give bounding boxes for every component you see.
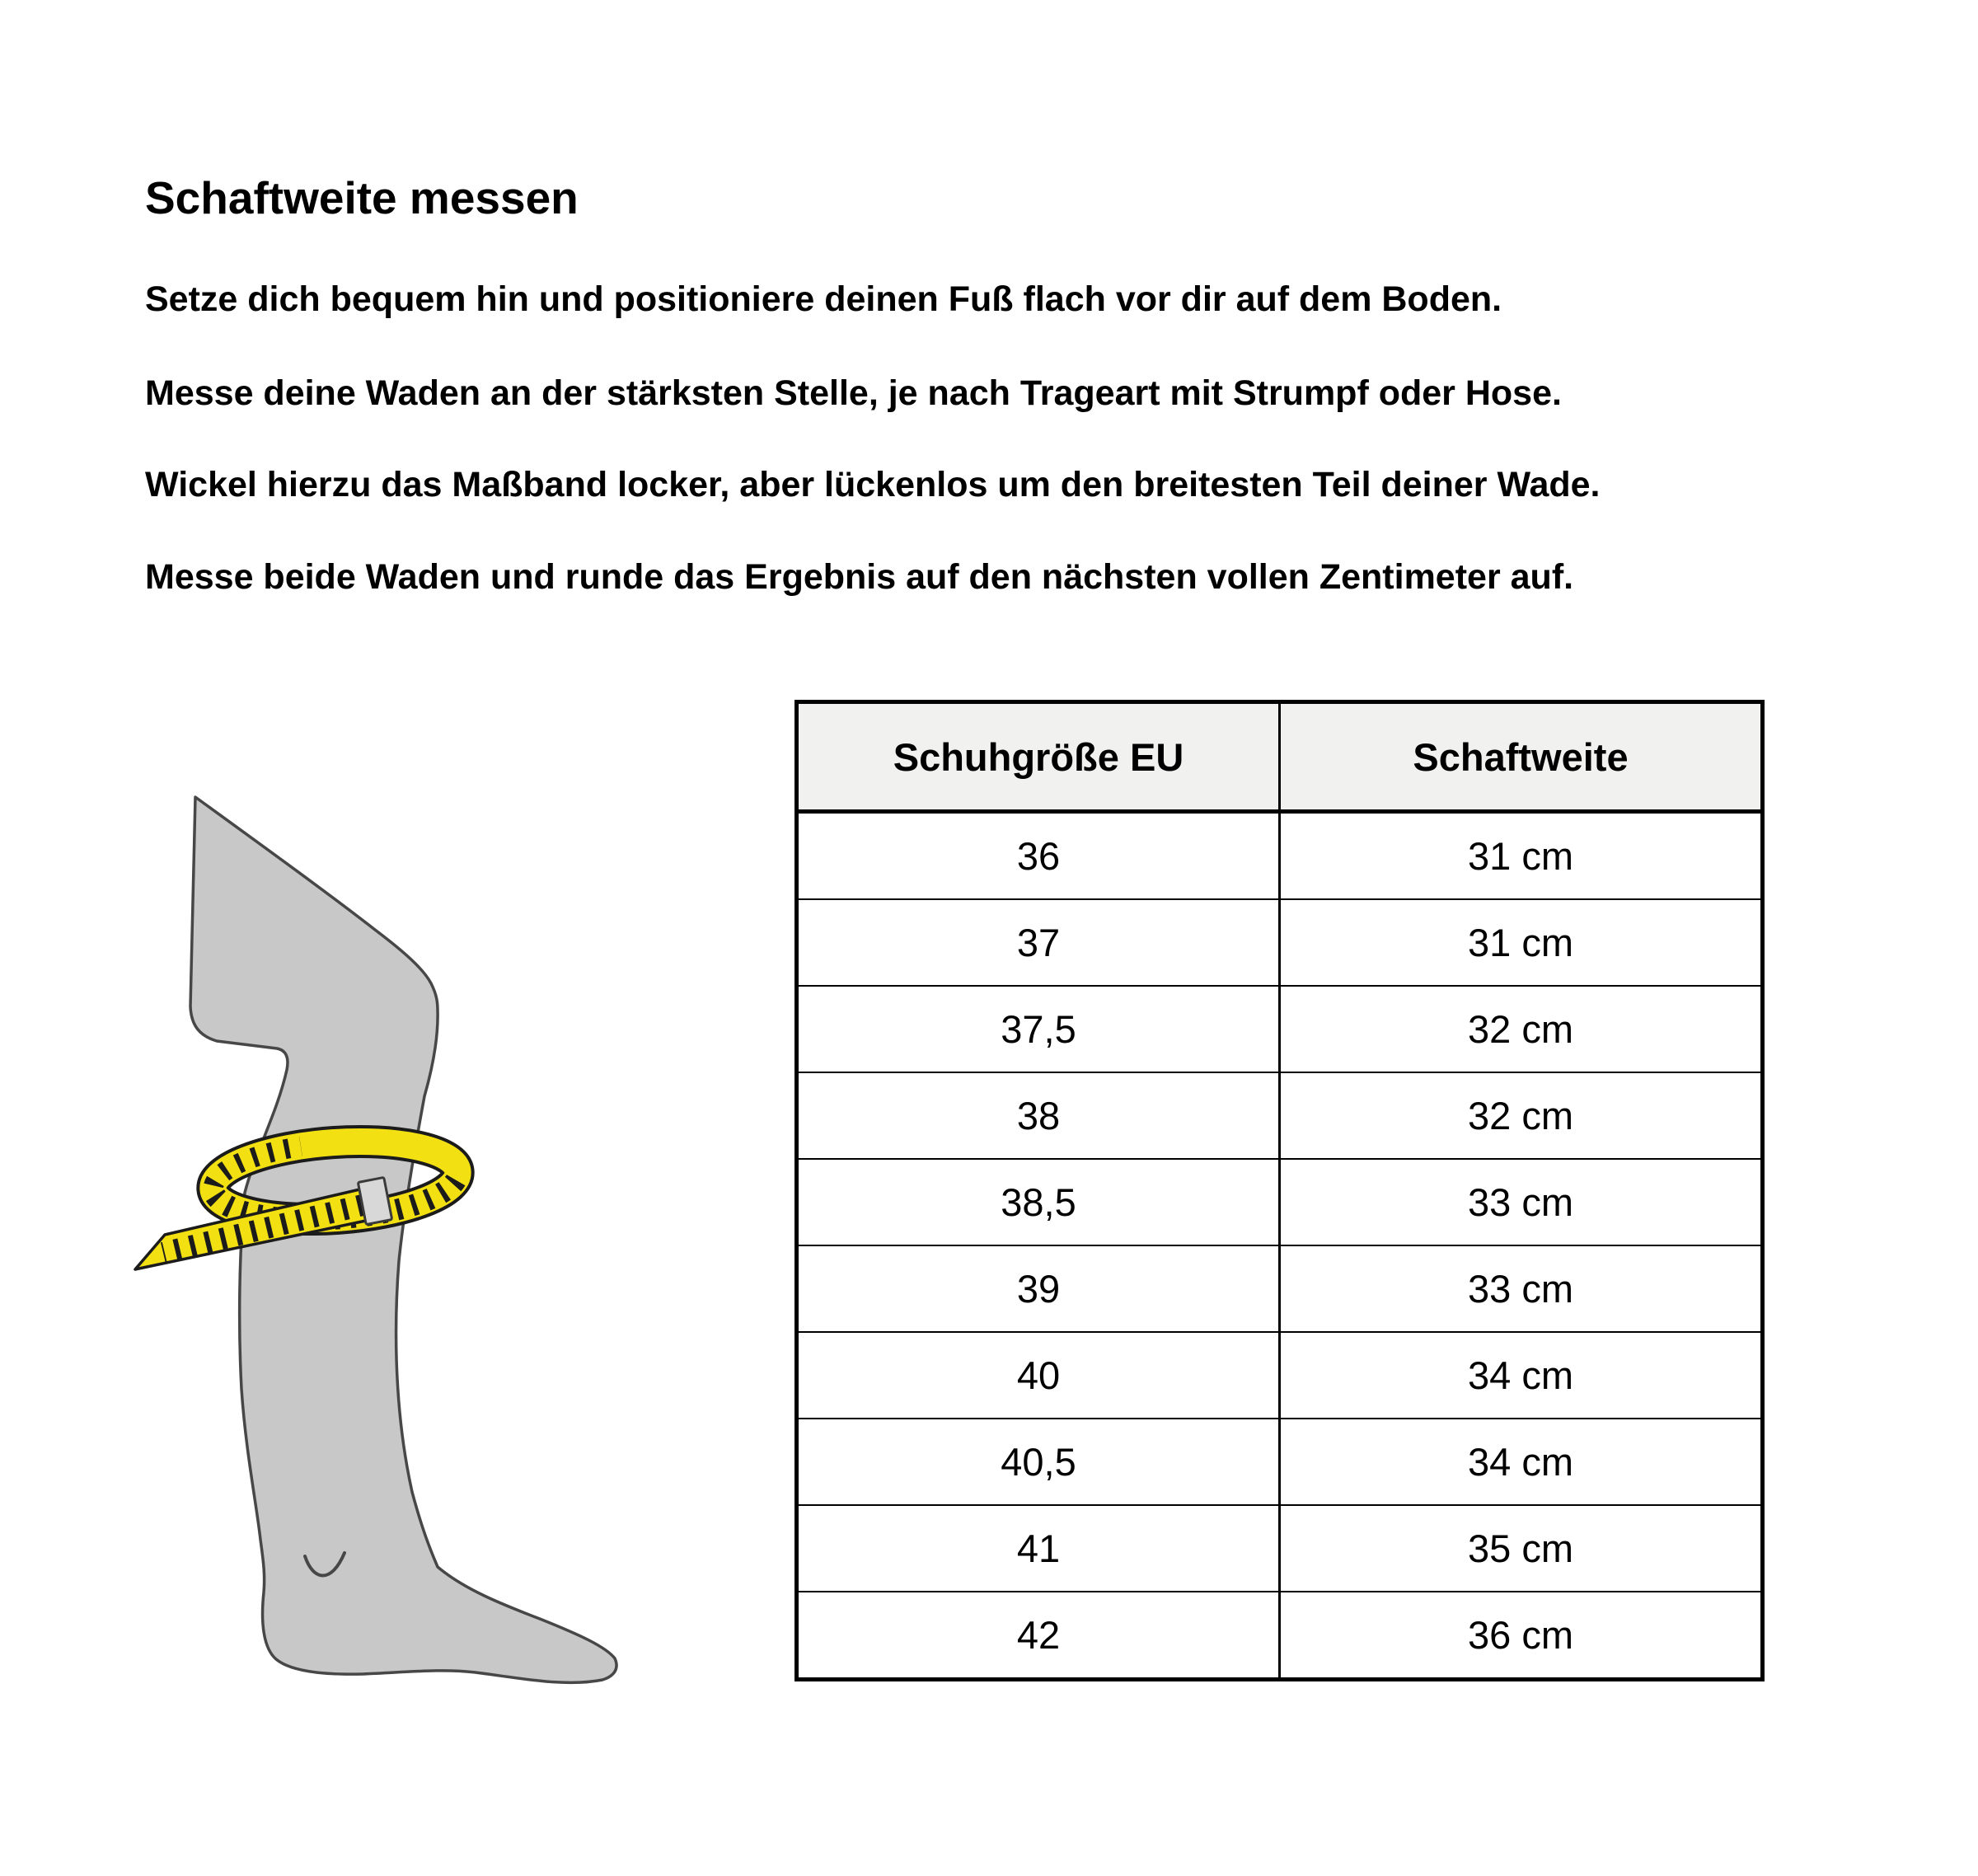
table-row [797, 812, 1763, 900]
cell-shoe-size: 40,5 [797, 1419, 1280, 1505]
size-table-header-row [797, 702, 1763, 812]
cell-shoe-size: 39 [797, 1245, 1280, 1332]
table-row [797, 986, 1763, 1072]
cell-shaft-width: 36 cm [1280, 1592, 1763, 1680]
cell-shoe-size: 42 [797, 1592, 1280, 1680]
table-row [797, 1505, 1763, 1592]
cell-shoe-size: 40 [797, 1332, 1280, 1419]
cell-shoe-size: 38,5 [797, 1159, 1280, 1245]
cell-shaft-width: 33 cm [1280, 1245, 1763, 1332]
column-header-shaft-width: Schaftweite [1280, 702, 1763, 812]
table-row [797, 1072, 1763, 1159]
instruction-paragraph: Messe deine Waden an der stärksten Stelle, je nach Trageart mit Strumpf oder Hose. [145, 373, 1562, 413]
cell-shaft-width: 34 cm [1280, 1419, 1763, 1505]
size-table [794, 700, 1765, 1681]
cell-shaft-width: 33 cm [1280, 1159, 1763, 1245]
table-row [797, 899, 1763, 986]
size-table-body [797, 812, 1763, 1680]
cell-shoe-size: 37,5 [797, 986, 1280, 1072]
cell-shoe-size: 37 [797, 899, 1280, 986]
leg-measuring-illustration [115, 767, 725, 1764]
cell-shaft-width: 31 cm [1280, 812, 1763, 900]
cell-shaft-width: 31 cm [1280, 899, 1763, 986]
cell-shoe-size: 38 [797, 1072, 1280, 1159]
table-row [797, 1592, 1763, 1680]
cell-shaft-width: 34 cm [1280, 1332, 1763, 1419]
instruction-paragraph: Messe beide Waden und runde das Ergebnis auf den nächsten vollen Zentimeter auf. [145, 557, 1574, 597]
table-row [797, 1245, 1763, 1332]
cell-shaft-width: 32 cm [1280, 1072, 1763, 1159]
cell-shoe-size: 41 [797, 1505, 1280, 1592]
table-row [797, 1159, 1763, 1245]
cell-shoe-size: 36 [797, 812, 1280, 900]
table-row [797, 1332, 1763, 1419]
instruction-paragraph: Wickel hierzu das Maßband locker, aber lückenlos um den breitesten Teil deiner Wade. [145, 465, 1601, 504]
column-header-shoe-size: Schuhgröße EU [797, 702, 1280, 812]
instruction-paragraph: Setze dich bequem hin und positioniere deinen Fuß flach vor dir auf dem Boden. [145, 279, 1502, 319]
cell-shaft-width: 32 cm [1280, 986, 1763, 1072]
page-title: Schaftweite messen [145, 171, 579, 223]
table-row [797, 1419, 1763, 1505]
cell-shaft-width: 35 cm [1280, 1505, 1763, 1592]
